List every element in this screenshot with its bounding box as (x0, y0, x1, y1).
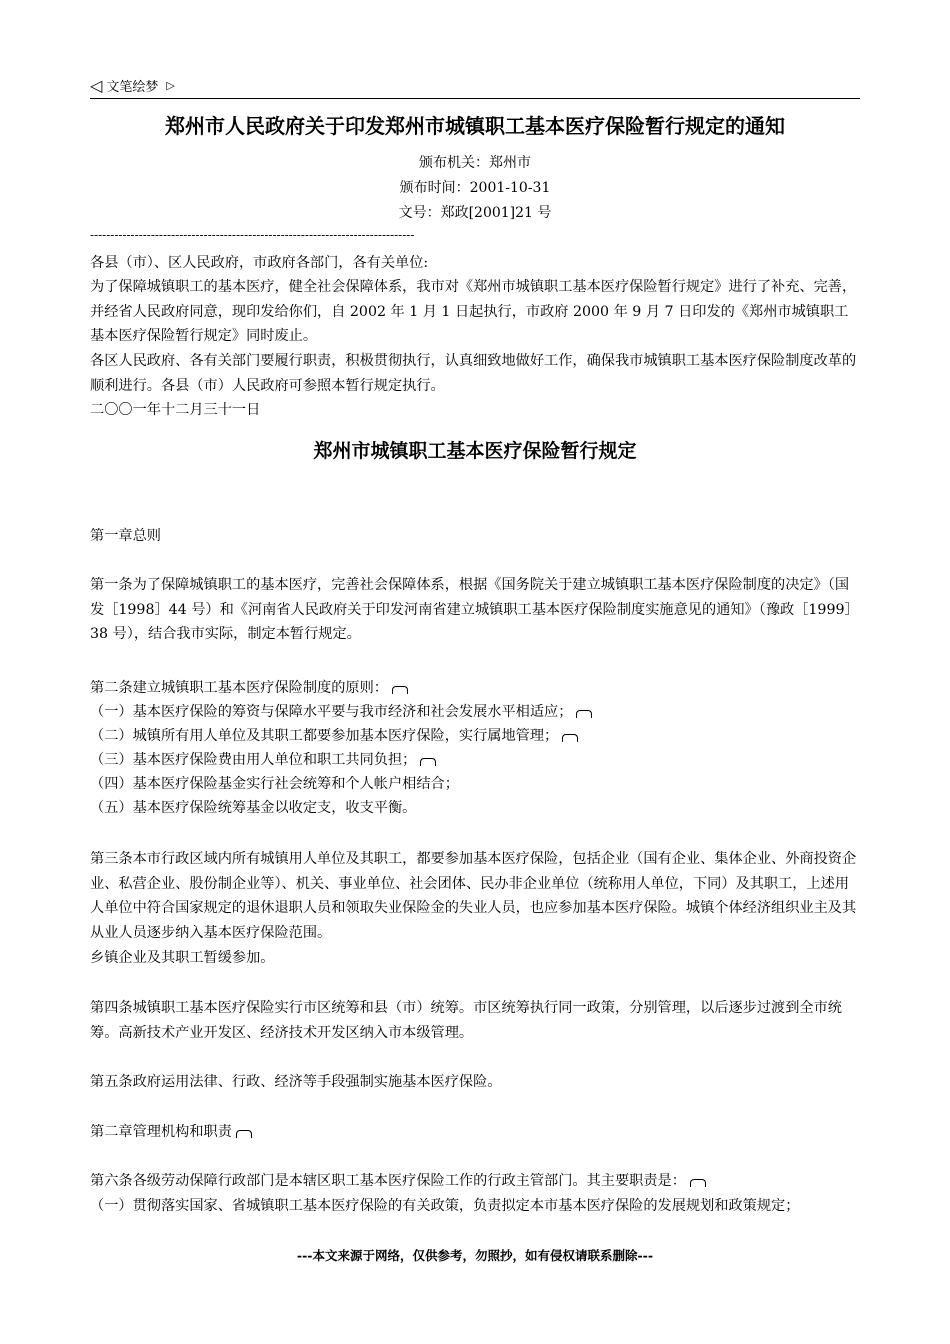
issue-date-line: 颁布时间：2001-10-31 (399, 180, 551, 196)
page-header (90, 72, 860, 99)
salutation: 各县（市）、区人民政府，市政府各部门，各有关单位: (90, 255, 429, 271)
article-5: 第五条政府运用法律、行政、经济等手段强制实施基本医疗保险。 (90, 1074, 502, 1090)
issuer-line: 颁布机关：郑州市 (419, 155, 531, 171)
paragraph-mark-icon (576, 710, 592, 718)
article-4: 第四条城镇职工基本医疗保险实行市区统筹和县（市）统筹。市区统筹执行同一政策，分别管理，以后逐步过渡到全市统筹。高新技术产业开发区、经济技术开发区纳入市本级管理。 (90, 1000, 842, 1041)
article-3-continued: 乡镇企业及其职工暂缓参加。 (90, 950, 275, 966)
header-logo-text: 文笔绘梦 (106, 79, 159, 95)
article-6 (90, 1169, 860, 1194)
list-item: （一）基本医疗保险的筹资与保障水平要与我市经济和社会发展水平相适应； (90, 704, 573, 720)
doc-number-line: 文号：郑政[2001]21 号 (398, 205, 552, 221)
article-3: 第三条本市行政区域内所有城镇用人单位及其职工，都要参加基本医疗保险，包括企业（国有企业、集体企业、外商投资企业、私营企业、股份制企业等）、机关、事业单位、社会团体、民办非企业单位（统称用人单位，下同）及其职工，上述用人单位中符合国家规定的退休退职人员和领取失业保险金的失业人员，也应参加基本医疗保险。城镇个体经济组织业主及其从业人员逐步纳入基本医疗保险范围。 (90, 851, 857, 941)
article-2-item-4: （四）基本医疗保险基金实行社会统筹和个人帐户相结合； (90, 776, 459, 792)
article-2-item-1 (90, 700, 860, 725)
chapter-2-text: 第二章管理机构和职责 (90, 1124, 232, 1140)
chapter-1-heading: 第一章总则 (90, 528, 161, 544)
document-title: 郑州市人民政府关于印发郑州市城镇职工基本医疗保险暂行规定的通知 (165, 114, 785, 138)
list-item: （三）基本医疗保险费由用人单位和职工共同负担； (90, 752, 417, 768)
regulation-title: 郑州市城镇职工基本医疗保险暂行规定 (313, 440, 637, 462)
article-2-text: 第二条建立城镇职工基本医疗保险制度的原则： (90, 680, 388, 696)
paragraph-mark-icon (236, 1130, 252, 1138)
article-2-item-2 (90, 724, 860, 749)
separator-line: -------------------------------------------------------------------------------- (90, 228, 415, 242)
article-2-item-5: （五）基本医疗保险统筹基金以收定支，收支平衡。 (90, 800, 417, 816)
article-2-item-3 (90, 748, 860, 773)
triangle-right-icon: ▷ (166, 78, 175, 92)
paragraph-mark-icon (392, 686, 408, 694)
notice-paragraph-1: 为了保障城镇职工的基本医疗，健全社会保障体系，我市对《郑州市城镇职工基本医疗保险暂行规定》进行了补充、完善，并经省人民政府同意，现印发给你们，自 2002 年 1 月 1 日起执行，市政府 2000 年 9 月 7 日印发的《郑州市城镇职工基本医疗保险暂行规定》同时废止。 (90, 279, 857, 344)
article-1: 第一条为了保障城镇职工的基本医疗，完善社会保障体系，根据《国务院关于建立城镇职工基本医疗保险制度的决定》（国发［1998］44 号）和《河南省人民政府关于印发河南省建立城镇职工基本医疗保险制度实施意见的通知》（豫政［1999］38 号），结合我市实际，制定本暂行规定。 (90, 577, 859, 642)
article-2 (90, 676, 860, 701)
article-6-item-1: （一）贯彻落实国家、省城镇职工基本医疗保险的有关政策，负责拟定本市基本医疗保险的发展规划和政策规定； (90, 1198, 800, 1214)
article-6-text: 第六条各级劳动保障行政部门是本辖区职工基本医疗保险工作的行政主管部门。其主要职责是： (90, 1173, 686, 1189)
triangle-left-icon: ◁ (90, 75, 103, 95)
paragraph-mark-icon (420, 758, 436, 766)
page-footer: ---本文来源于网络，仅供参考，勿照抄，如有侵权请联系删除--- (296, 1248, 654, 1263)
notice-paragraph-2: 各区人民政府、各有关部门要履行职责，积极贯彻执行，认真细致地做好工作，确保我市城镇职工基本医疗保险制度改革的顺利进行。各县（市）人民政府可参照本暂行规定执行。 (90, 353, 857, 394)
chapter-2-heading (90, 1120, 860, 1145)
paragraph-mark-icon (562, 734, 578, 742)
paragraph-mark-icon (690, 1179, 706, 1187)
list-item: （二）城镇所有用人单位及其职工都要参加基本医疗保险，实行属地管理； (90, 728, 559, 744)
notice-date: 二〇〇一年十二月三十一日 (90, 402, 261, 418)
